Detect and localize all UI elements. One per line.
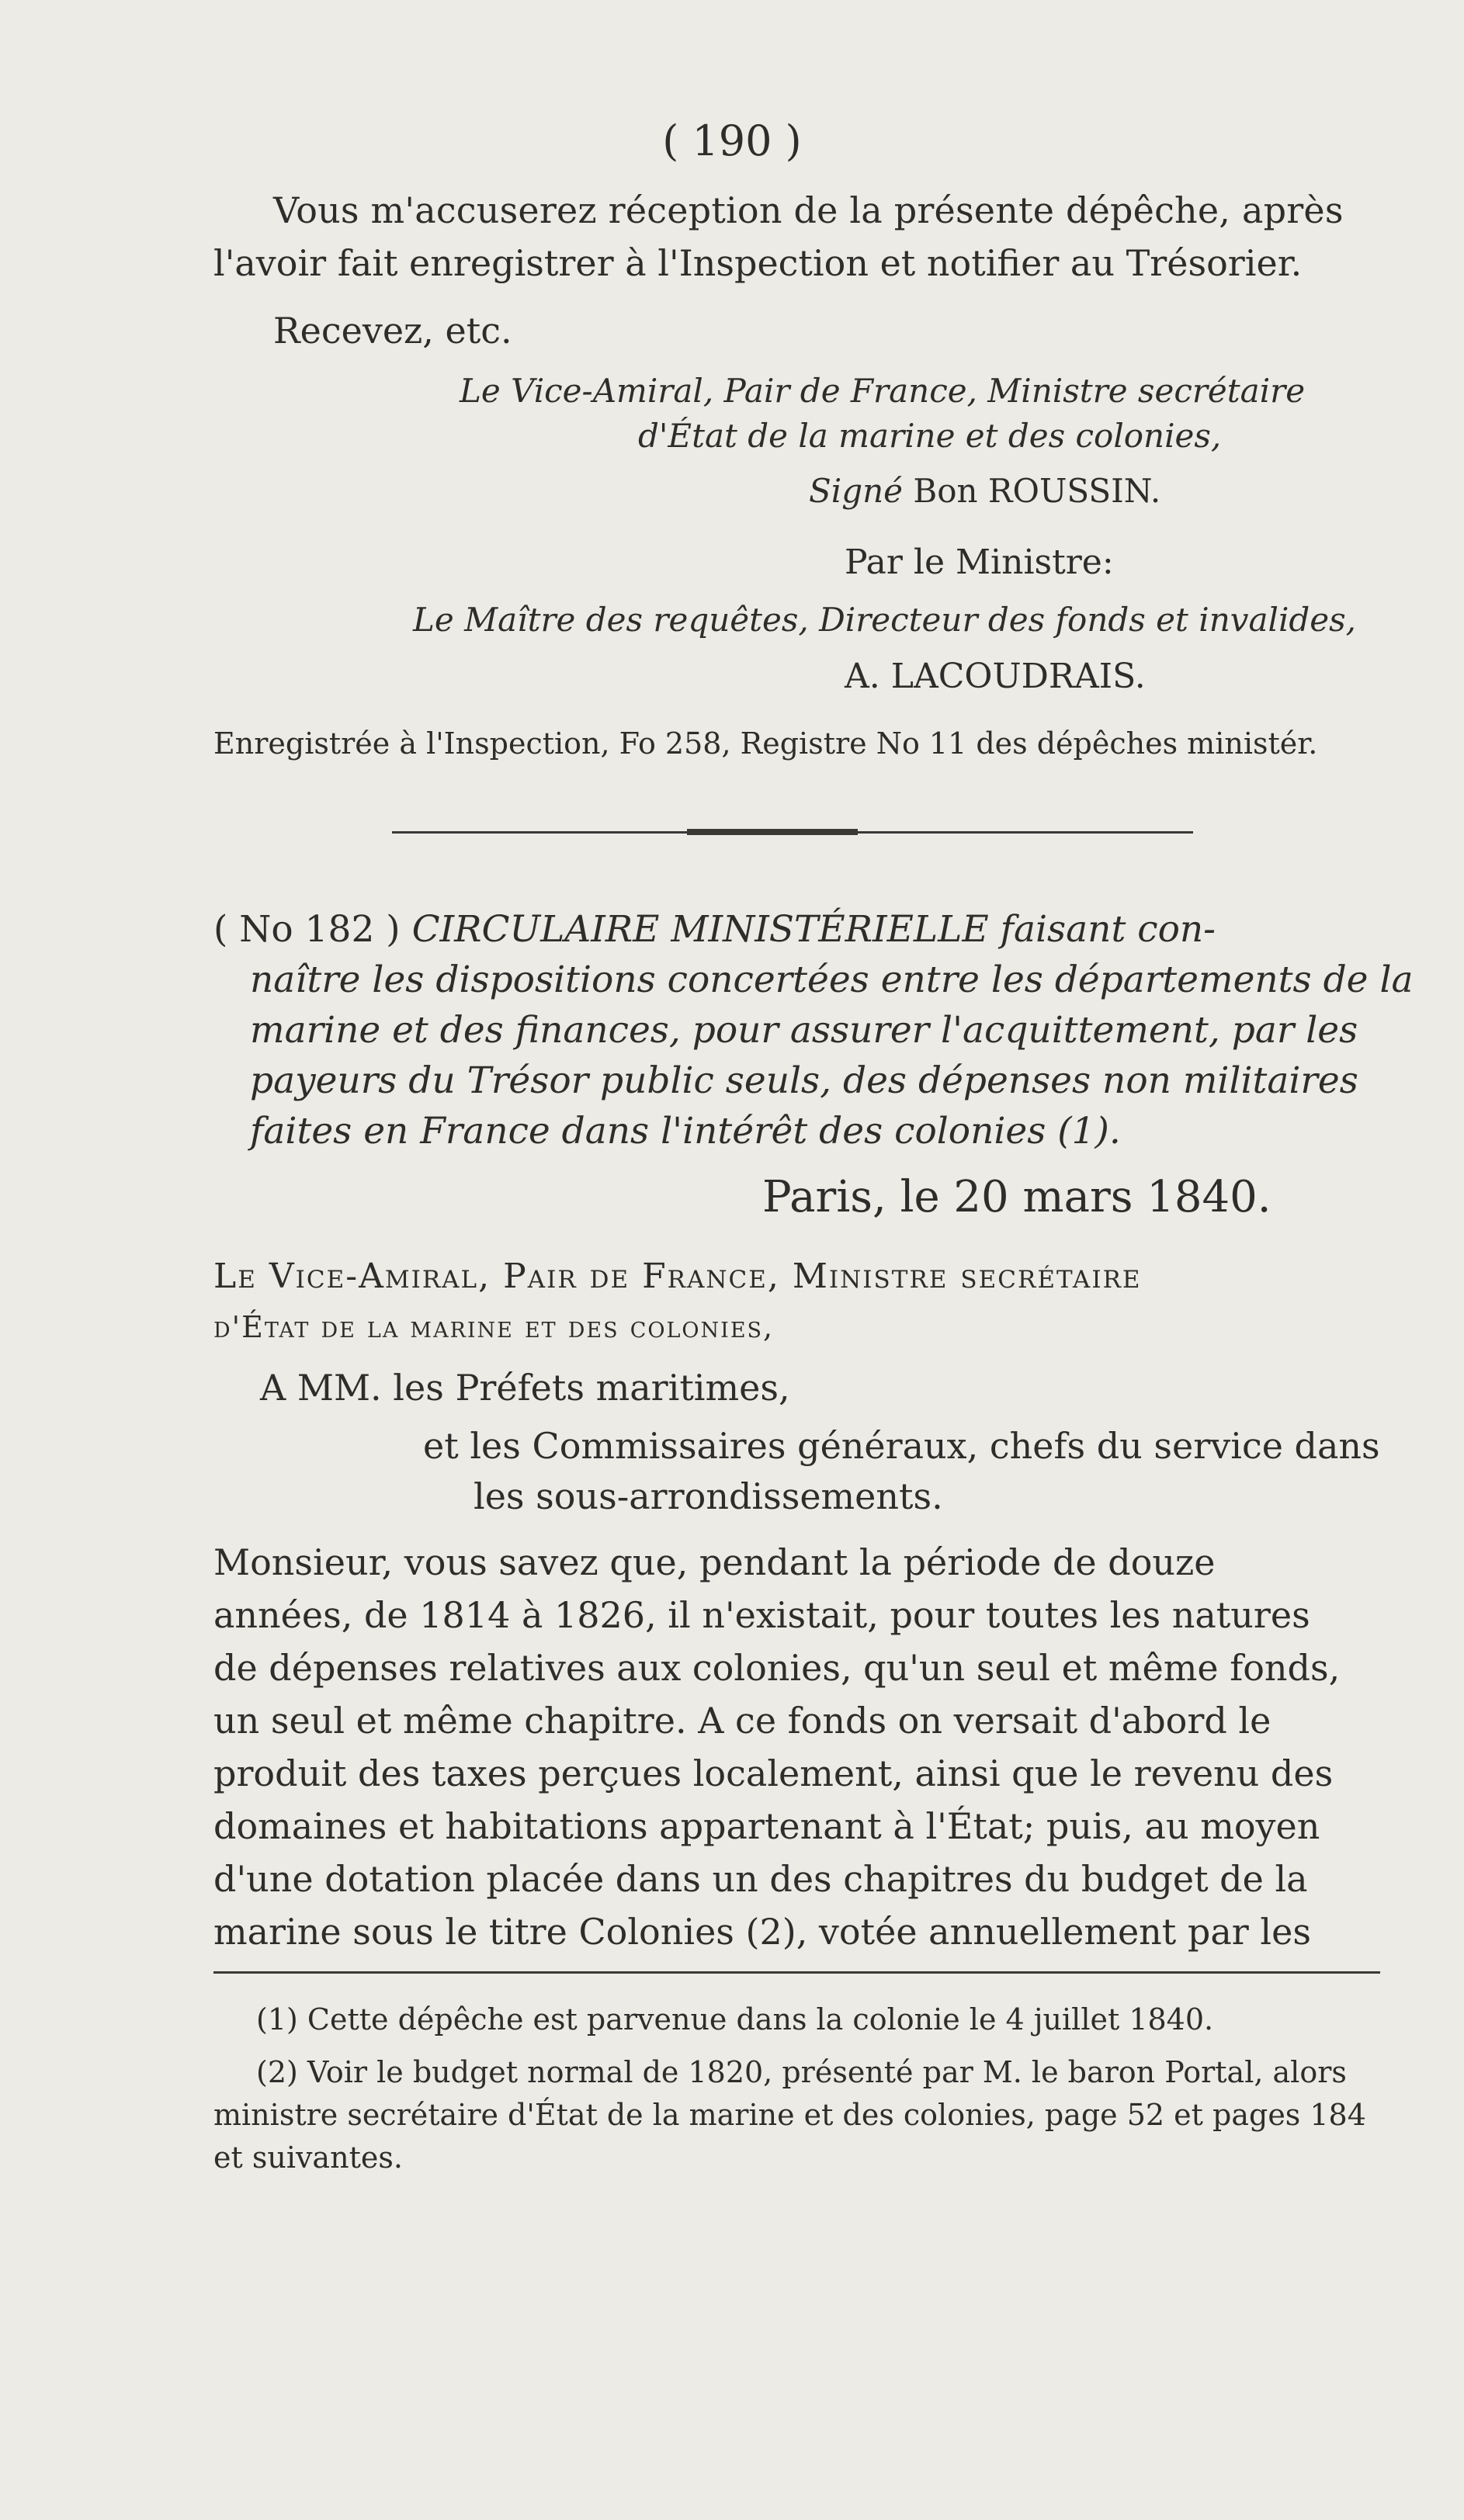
sender-line-1: Le Vice-Amiral, Pair de France, Ministre secrétaire: [213, 1257, 1142, 1296]
page-number: ( 190 ): [662, 116, 802, 165]
signature-signe: [809, 472, 1161, 510]
circular-title-line-3: marine et des finances, pour assurer l'acquittement, par les: [250, 1009, 1358, 1052]
footnote-1: (1) Cette dépêche est parvenue dans la colonie le 4 juillet 1840.: [256, 2002, 1214, 2036]
circular-title-first: CIRCULAIRE MINISTÉRIELLE faisant con-: [411, 908, 1216, 951]
circular-title-line-5: faites en France dans l'intérêt des colonies (1).: [250, 1110, 1121, 1153]
footnote-2-cont: ministre secrétaire d'État de la marine et des colonies, page 52 et pages 184: [213, 2098, 1366, 2132]
signer-name: Bon ROUSSIN.: [913, 472, 1161, 510]
intro-line-2: l'avoir fait enregistrer à l'Inspection et notifier au Trésorier.: [213, 242, 1303, 284]
body-line-2: années, de 1814 à 1826, il n'existait, pour toutes les natures: [213, 1594, 1310, 1636]
signature-line-2: d'État de la marine et des colonies,: [638, 417, 1222, 455]
circular-date: Paris, le 20 mars 1840.: [762, 1172, 1271, 1222]
par-le-ministre: Par le Ministre:: [845, 542, 1114, 582]
body-line-1: Monsieur, vous savez que, pendant la période de douze: [213, 1541, 1216, 1583]
separator-rule: [392, 831, 1193, 834]
signature-line-1: Le Vice-Amiral, Pair de France, Ministre secrétaire: [460, 372, 1306, 410]
closing: Recevez, etc.: [273, 310, 512, 352]
lacoudrais: A. LACOUDRAIS.: [845, 657, 1146, 696]
circular-title-line-2: naître les dispositions concertées entre les départements de la: [250, 958, 1414, 1001]
circular-title-line-1: [213, 908, 1216, 951]
footnote-2: (2) Voir le budget normal de 1820, présenté par M. le baron Portal, alors: [256, 2055, 1347, 2089]
signe-word: Signé: [809, 472, 903, 510]
body-line-5: produit des taxes perçues localement, ainsi que le revenu des: [213, 1752, 1334, 1794]
circular-title-line-4: payeurs du Trésor public seuls, des dépenses non militaires: [250, 1059, 1358, 1102]
body-line-7: d'une dotation placée dans un des chapitres du budget de la: [213, 1858, 1308, 1900]
intro-line-1: Vous m'accuserez réception de la présente dépêche, après: [273, 189, 1344, 231]
footnote-2-end: et suivantes.: [213, 2140, 403, 2175]
registration-note: Enregistrée à l'Inspection, Fo 258, Registre No 11 des dépêches ministér.: [213, 726, 1318, 761]
maitre-des-requetes: Le Maître des requêtes, Directeur des fonds et invalides,: [413, 601, 1357, 639]
footnote-rule: [213, 1971, 1380, 1974]
recipient-line-1: A MM. les Préfets maritimes,: [260, 1367, 790, 1409]
recipient-line-3: les sous-arrondissements.: [474, 1475, 943, 1517]
sender-line-2: d'État de la marine et des colonies,: [213, 1310, 775, 1344]
body-line-4: un seul et même chapitre. A ce fonds on versait d'abord le: [213, 1700, 1271, 1742]
body-line-6: domaines et habitations appartenant à l'État; puis, au moyen: [213, 1805, 1320, 1847]
body-line-8: marine sous le titre Colonies (2), votée annuellement par les: [213, 1911, 1311, 1953]
circular-number: ( No 182 ): [213, 908, 401, 951]
body-line-3: de dépenses relatives aux colonies, qu'un seul et même fonds,: [213, 1647, 1341, 1689]
recipient-line-2: et les Commissaires généraux, chefs du service dans: [423, 1425, 1380, 1467]
